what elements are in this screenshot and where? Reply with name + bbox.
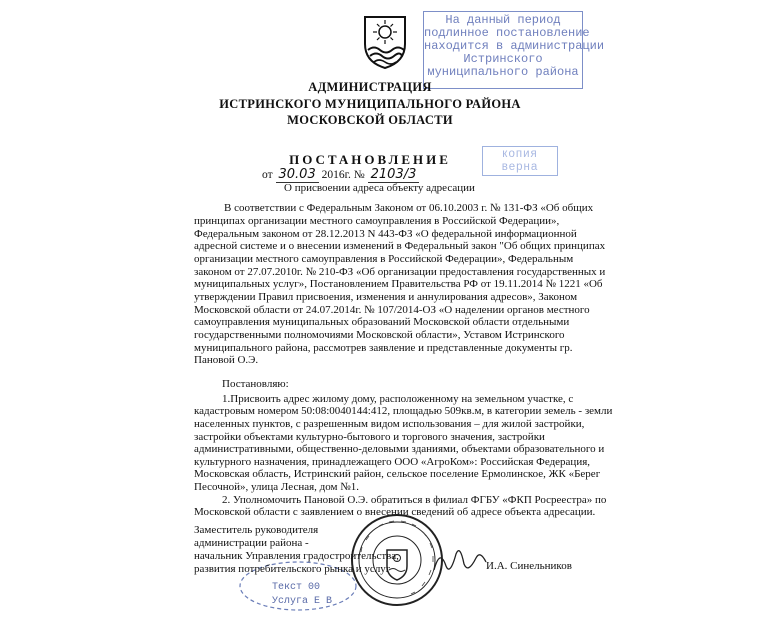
date-line <box>262 167 419 182</box>
preamble-line: муниципального района, рассмотрев заявление и представленные документы гр. <box>194 342 573 354</box>
document-date: 30.03 <box>276 167 319 183</box>
archive-stamp-line: Истринского <box>463 52 543 66</box>
preamble-line: адресной системе и о внесении изменений в Федеральный закон "Об общих принципах <box>194 240 606 252</box>
header-line-2: ИСТРИНСКОГО МУНИЦИПАЛЬНОГО РАЙОНА <box>219 97 521 111</box>
preamble-line: организации местного самоуправления в Российской Федерации», Федеральным <box>194 253 574 265</box>
registration-stamp-line: Услуга Е В <box>272 596 333 607</box>
signatory-position-line: начальник Управления градостроительства, <box>194 550 399 562</box>
item-1-line: 1.Присвоить адрес жилому дому, расположенному на земельном участке, с <box>222 393 574 405</box>
copy-stamp-line: копия <box>502 148 538 160</box>
preamble-line: законом от 27.07.2010г. № 210-ФЗ «Об организации предоставления государственных и <box>194 266 606 278</box>
preamble-line: Пановой О.Э. <box>194 354 259 366</box>
date-year: 2016г. № <box>321 169 365 181</box>
registration-stamp-line: Текст 00 <box>272 582 321 593</box>
preamble-line: Московской области от 24.07.2014г. № 107/2014-ОЗ «О наделении органов местного <box>194 304 590 316</box>
item-2-line: 2. Уполномочить Пановой О.Э. обратиться в филиал ФГБУ «ФКП Росреестра» по <box>222 494 607 506</box>
copy-stamp-line: верна <box>501 161 539 173</box>
preamble-line: Федеральным законом от 28.12.2013 N 443-ФЗ «О федеральной информационной <box>194 228 577 240</box>
document-title: ПОСТАНОВЛЕНИЕ <box>289 152 451 167</box>
resolve-heading: Постановляю: <box>222 378 289 390</box>
item-1-line: культурного назначения, принадлежащего ООО «АгроКом»: Российская Федерация, <box>194 456 591 468</box>
coat-of-arms-icon <box>362 14 408 70</box>
item-1-line: застройки объектами культурно-бытового и торгового значения, застройки <box>194 431 545 443</box>
copy-stamp <box>482 146 558 176</box>
signatory-position-line: Заместитель руководителя <box>194 524 319 536</box>
preamble-line: самоуправления муниципальных образований Московской области отдельными <box>194 316 570 328</box>
signatory-name: И.А. Синельников <box>486 560 572 572</box>
handwritten-signature <box>430 540 490 580</box>
preamble-line: утверждении Правил присвоения, изменения и аннулирования адресов», Законом <box>194 291 578 303</box>
document-number: 2103/3 <box>368 167 420 183</box>
preamble-line: муниципальных услуг», Постановлением Правительства РФ от 19.11.2014 № 1221 «Об <box>194 278 603 290</box>
archive-stamp <box>423 11 605 89</box>
archive-stamp-line: муниципального района <box>427 65 579 79</box>
date-prefix: от <box>262 169 273 181</box>
archive-stamp-line: находится в администрации <box>424 39 605 53</box>
signatory-position-line: администрации района - <box>194 537 309 549</box>
item-1-line: кадастровым номером 50:08:0040144:412, площадью 509кв.м, в категории земель - земли <box>194 405 613 417</box>
archive-stamp-line: подлинное постановление <box>424 26 590 40</box>
item-2-line: Московской области с заявлением о внесении сведений об адресе объекта адресации. <box>194 506 596 518</box>
header-line-1: АДМИНИСТРАЦИЯ <box>308 80 432 94</box>
archive-stamp-line: На данный период <box>445 13 561 27</box>
item-1-line: населенных пунктов, с разрешенным видом использования – для жилой застройки, <box>194 418 585 430</box>
signatory-position-line: развития потребительского рынка и услуг <box>194 563 391 575</box>
header-line-3: МОСКОВСКОЙ ОБЛАСТИ <box>287 113 453 127</box>
item-1-line: Московская область, Истринский район, сельское поселение Ермолинское, ЖК «Берег <box>194 468 601 480</box>
preamble-line: В соответствии с Федеральным Законом от 06.10.2003 г. № 131-ФЗ «Об общих <box>224 202 594 214</box>
item-1-line: Песочной», улица Лесная, дом №1. <box>194 481 360 493</box>
preamble-line: принципах организации местного самоуправления в Российской Федерации», <box>194 215 560 227</box>
item-1-line: административными, общественно-деловыми зданиями, объектами образовательного и <box>194 443 605 455</box>
document-subject: О присвоении адреса объекту адресации <box>284 182 475 194</box>
preamble-line: государственными полномочиями Московской области», Уставом Истринского <box>194 329 565 341</box>
